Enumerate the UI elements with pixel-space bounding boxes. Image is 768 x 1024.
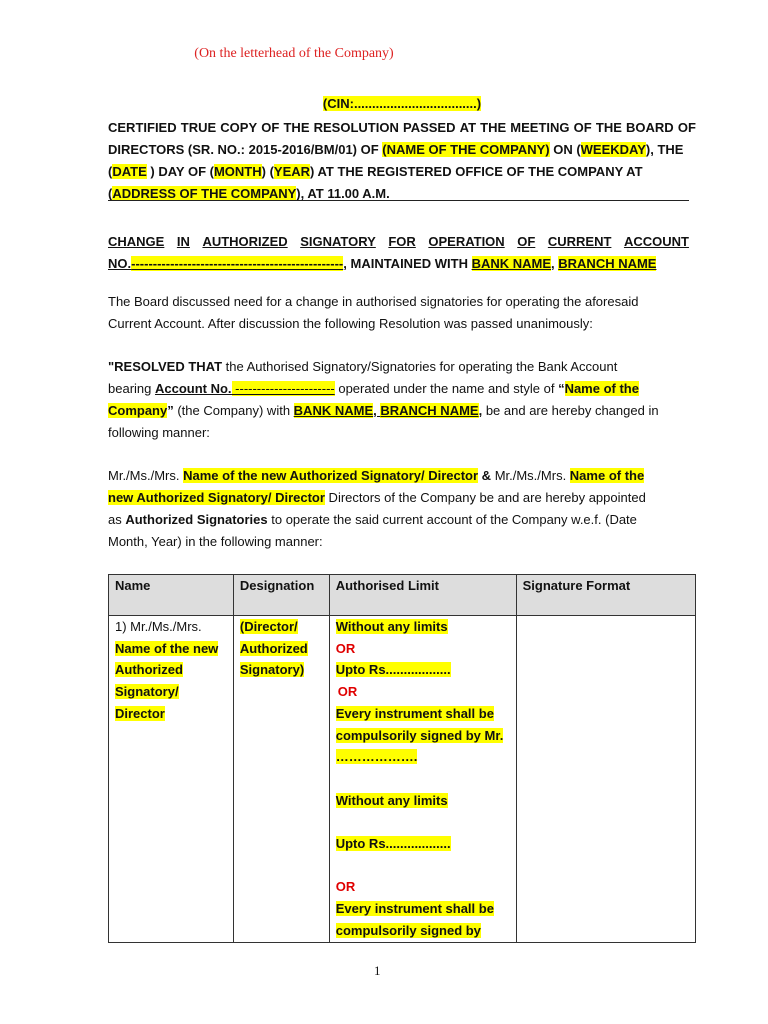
para2-line-1: "RESOLVED THAT the Authorised Signatory/Signatories for operating the Bank Account (108, 359, 618, 374)
board-discussion-paragraph (108, 291, 689, 335)
word: AUTHORIZED (202, 234, 288, 249)
table-header-row (109, 575, 696, 616)
header-authorised-limit: Authorised Limit (329, 575, 516, 616)
para1-line-1: The Board discussed need for a change in authorised signatories for operating the aforesaid (108, 294, 639, 309)
word: OPERATION (428, 234, 505, 249)
heading-line-2: DIRECTORS (SR. NO.: 2015-2016/BM/01) OF (NAME OF THE COMPANY) ON (WEEKDAY), THE (108, 142, 684, 157)
word: CHANGE (108, 234, 165, 249)
table-row (109, 616, 696, 943)
cell-authorised-limit: Without any limits OR Upto Rs.................. OR Every instrument shall be compulsorily signed by Mr. ………………. Without any limits Upto Rs.................. OR Every instrument shall be compulsorily signed by (329, 616, 516, 943)
word: THE (595, 120, 622, 135)
subject-line-1 (108, 231, 689, 253)
word: AT (459, 120, 477, 135)
word: COPY (220, 120, 258, 135)
word: CURRENT (547, 234, 612, 249)
cin-line: (CIN:..................................) (322, 96, 482, 111)
word: OF (573, 120, 592, 135)
para3-line-2: new Authorized Signatory/ Director Directors of the Company be and are hereby appointed (108, 490, 646, 505)
heading-line-1 (108, 117, 696, 139)
page-number: 1 (374, 963, 381, 978)
word: RESOLUTION (313, 120, 399, 135)
header-designation: Designation (233, 575, 329, 616)
word: THE (480, 120, 507, 135)
word: PASSED (403, 120, 456, 135)
para3-line-3: as Authorized Signatories to operate the said current account of the Company w.e.f. (Date (108, 512, 637, 527)
word: OF (261, 120, 280, 135)
header-signature-format: Signature Format (516, 575, 695, 616)
para1-line-2: Current Account. After discussion the following Resolution was passed unanimously: (108, 316, 593, 331)
name-prefix: 1) Mr./Ms./Mrs. (115, 619, 202, 634)
heading-line-4: (ADDRESS OF THE COMPANY), AT 11.00 A.M. (108, 186, 390, 201)
word: MEETING (510, 120, 570, 135)
heading-divider (108, 200, 689, 201)
resolution-heading (108, 117, 696, 205)
resolved-paragraph (108, 356, 689, 444)
para2-line-2: bearing Account No. ----------------------- operated under the name and style of “Name of the (108, 381, 639, 396)
para3-line-4: Month, Year) in the following manner: (108, 534, 323, 549)
word: BOARD (626, 120, 674, 135)
subject-heading (108, 231, 689, 275)
para2-line-4: following manner: (108, 425, 210, 440)
para3-line-1: Mr./Ms./Mrs. Name of the new Authorized Signatory/ Director & Mr./Ms./Mrs. Name of the (108, 468, 645, 483)
word: OF (517, 234, 536, 249)
word: ACCOUNT (623, 234, 689, 249)
subject-line-2: NO.-------------------------------------------------, MAINTAINED WITH BANK NAME, BRANCH NAME (108, 256, 657, 271)
word: TRUE (180, 120, 217, 135)
word: SIGNATORY (300, 234, 376, 249)
word: THE (283, 120, 310, 135)
cell-signature-format (516, 616, 695, 943)
word: OF (677, 120, 696, 135)
heading-line-3: (DATE ) DAY OF (MONTH) (YEAR) AT THE REGISTERED OFFICE OF THE COMPANY AT (108, 164, 643, 179)
cell-designation: (Director/ Authorized Signatory) (233, 616, 329, 943)
para2-line-3: Company” (the Company) with BANK NAME, BRANCH NAME, be and are hereby changed in (108, 403, 659, 418)
signatory-table (108, 574, 696, 943)
appointment-paragraph (108, 465, 689, 553)
cell-name: 1) Mr./Ms./Mrs. Name of the new Authorized Signatory/ Director (109, 616, 234, 943)
word: IN (176, 234, 190, 249)
letterhead-note: (On the letterhead of the Company) (194, 46, 394, 61)
word: CERTIFIED (108, 120, 177, 135)
header-name: Name (109, 575, 234, 616)
word: FOR (388, 234, 416, 249)
